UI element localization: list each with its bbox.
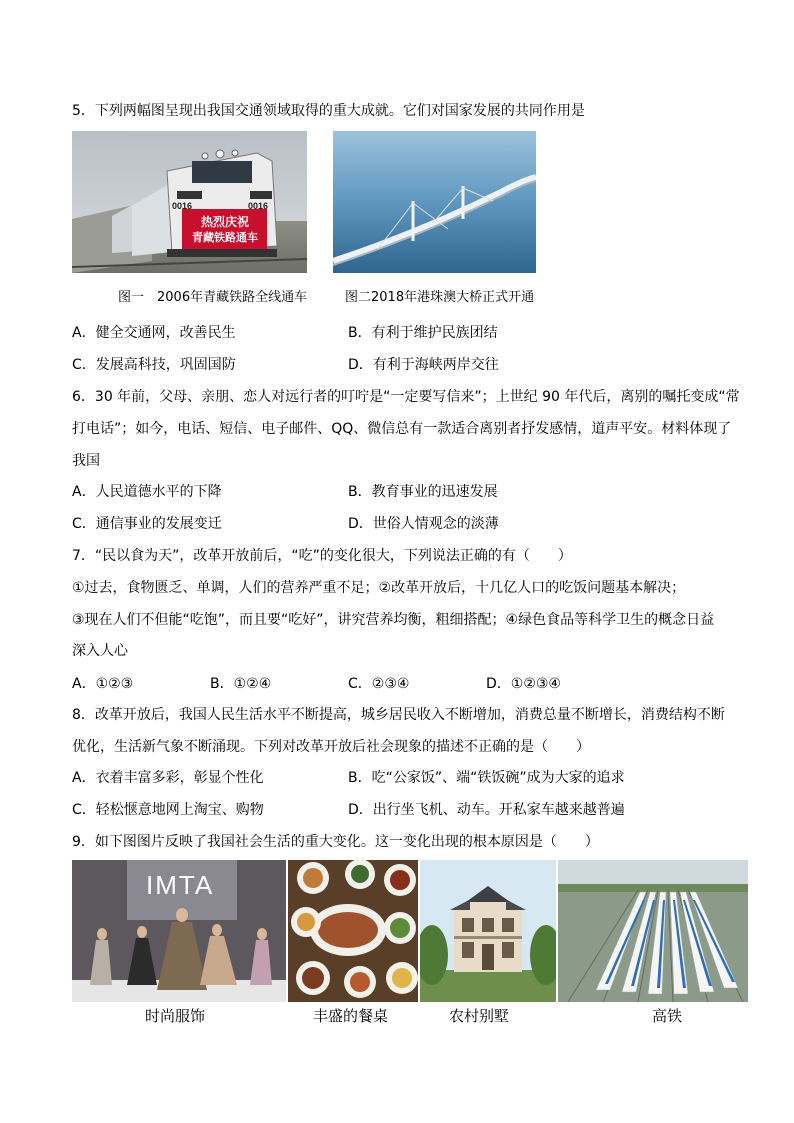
q5-option-a[interactable]: A．健全交通网，改善民生 xyxy=(72,325,236,341)
q9-stem: 9．如下图图片反映了我国社会生活的重大变化。这一变化出现的根本原因是（ ） xyxy=(72,834,599,850)
fig1-caption: 图一 2006年青藏铁路全线通车 xyxy=(118,290,308,305)
q5-stem: 5．下列两幅图呈现出我国交通领域取得的重大成就。它们对国家发展的共同作用是 xyxy=(72,103,585,119)
q7-line3: ③现在人们不但能“吃饱”，而且要“吃好”，讲究营养均衡，粗细搭配；④绿色食品等科学卫生的概念日益 xyxy=(72,612,715,628)
q9-highspeed-rail-photo xyxy=(558,860,748,1002)
q8-option-c[interactable]: C．轻松惬意地网上淘宝、购物 xyxy=(72,802,264,818)
q9-food-photo xyxy=(288,860,418,1002)
q5-option-d[interactable]: D．有利于海峡两岸交往 xyxy=(348,357,499,373)
q9-caption-fashion: 时尚服饰 xyxy=(145,1007,206,1025)
q6-line2: 打电话”；如今，电话、短信、电子邮件、QQ、微信总有一款适合离别者抒发感情，道声平安。材料体现了 xyxy=(72,421,732,437)
q6-option-b[interactable]: B．教育事业的迅速发展 xyxy=(348,484,498,500)
q8-line2: 优化，生活新气象不断涌现。下列对改革开放后社会现象的描述不正确的是（ ） xyxy=(72,739,590,755)
fig1-number-right: 0016 xyxy=(248,201,269,211)
q6-option-a[interactable]: A．人民道德水平的下降 xyxy=(72,484,222,500)
fig1-sign-line2: 青藏铁路通车 xyxy=(192,231,258,244)
q7-option-a[interactable]: A．①②③ xyxy=(72,676,134,692)
q9-fashion-banner: IMTA xyxy=(146,870,215,900)
q9-caption-rail: 高铁 xyxy=(652,1007,683,1025)
q6-option-d[interactable]: D．世俗人情观念的淡薄 xyxy=(348,516,499,532)
q8-option-a[interactable]: A．衣着丰富多彩，彰显个性化 xyxy=(72,770,264,786)
q7-option-d[interactable]: D．①②③④ xyxy=(486,676,561,692)
q9-fashion-photo xyxy=(72,860,286,1002)
q6-line3: 我国 xyxy=(72,453,100,469)
q5-option-c[interactable]: C．发展高科技，巩固国防 xyxy=(72,357,236,373)
fig2-caption: 图二2018年港珠澳大桥正式开通 xyxy=(345,290,535,305)
q7-line1: 7．“民以食为天”，改革开放前后，“吃”的变化很大，下列说法正确的有（ ） xyxy=(72,548,572,564)
fig1-sign-line1: 热烈庆祝 xyxy=(200,215,249,229)
q9-villa-photo xyxy=(420,860,556,1002)
q9-caption-food: 丰盛的餐桌 xyxy=(313,1007,389,1025)
q7-option-c[interactable]: C．②③④ xyxy=(348,676,410,692)
q6-line1: 6．30 年前，父母、亲朋、恋人对远行者的叮咛是“一定要写信来”；上世纪 90 年代后，离别的嘱托变成“常 xyxy=(72,389,740,405)
fig1-number-left: 0016 xyxy=(172,201,193,211)
q7-line4: 深入人心 xyxy=(72,643,128,659)
q8-line1: 8．改革开放后，我国人民生活水平不断提高，城乡居民收入不断增加，消费总量不断增长，消费结构不断 xyxy=(72,707,725,723)
q5-option-b[interactable]: B．有利于维护民族团结 xyxy=(348,325,498,341)
fig2-bridge-photo xyxy=(333,131,536,273)
q6-option-c[interactable]: C．通信事业的发展变迁 xyxy=(72,516,222,532)
q9-caption-villa: 农村别墅 xyxy=(449,1007,510,1025)
fig1-train-photo xyxy=(72,131,307,273)
q7-line2: ①过去，食物匮乏、单调，人们的营养严重不足；②改革开放后，十几亿人口的吃饭问题基本解决； xyxy=(72,580,686,596)
q7-option-b[interactable]: B．①②④ xyxy=(210,676,272,692)
q8-option-d[interactable]: D．出行坐飞机、动车。开私家车越来越普遍 xyxy=(348,802,625,818)
q8-option-b[interactable]: B．吃“公家饭”、端“铁饭碗”成为大家的追求 xyxy=(348,770,625,786)
